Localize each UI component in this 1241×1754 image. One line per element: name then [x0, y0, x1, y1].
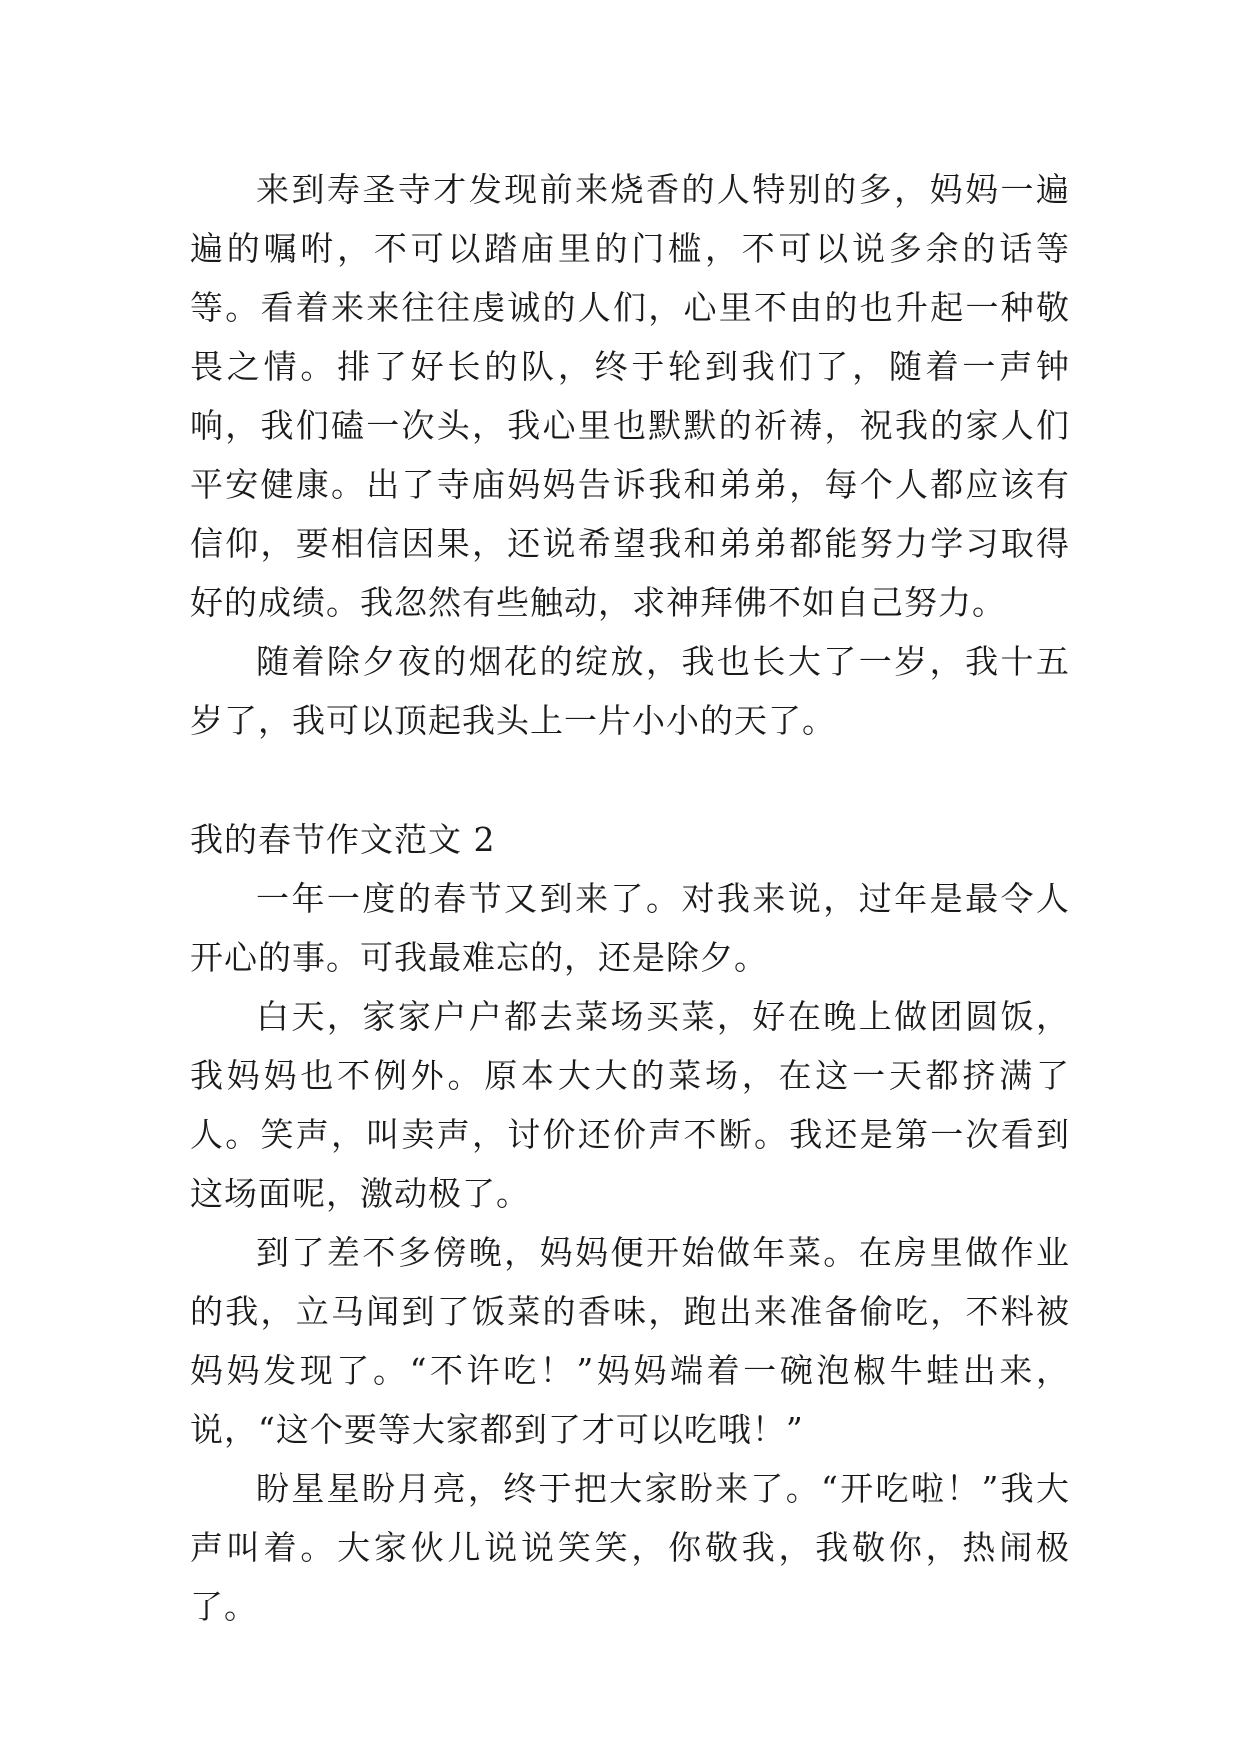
paragraph-spring-festival-intro: 一年一度的春节又到来了。对我来说，过年是最令人开心的事。可我最难忘的，还是除夕。: [190, 879, 1070, 977]
paragraph-family-dinner: 盼星星盼月亮，终于把大家盼来了。“开吃啦！”我大声叫着。大家伙儿说说笑笑，你敬我，我敬你，热闹极了。: [190, 1469, 1070, 1626]
section-title: 我的春节作文范文 2: [190, 820, 496, 859]
paragraph-new-year-fireworks: 随着除夕夜的烟花的绽放，我也长大了一岁，我十五岁了，我可以顶起我头上一片小小的天了。: [190, 642, 1070, 740]
paragraph-market-shopping: 白天，家家户户都去菜场买菜，好在晚上做团圆饭，我妈妈也不例外。原本大大的菜场，在这一天都挤满了人。笑声，叫卖声，讨价还价声不断。我还是第一次看到这场面呢，激动极了。: [190, 997, 1070, 1213]
paragraph-evening-cooking: 到了差不多傍晚，妈妈便开始做年菜。在房里做作业的我，立马闻到了饭菜的香味，跑出来准备偷吃，不料被妈妈发现了。“不许吃！”妈妈端着一碗泡椒牛蛙出来，说，“这个要等大家都到了才可以吃哦！”: [190, 1233, 1070, 1449]
paragraph-temple-visit: 来到寿圣寺才发现前来烧香的人特别的多，妈妈一遍遍的嘱咐，不可以踏庙里的门槛，不可以说多余的话等等。看着来来往往虔诚的人们，心里不由的也升起一种敬畏之情。排了好长的队，终于轮到我们了，随着一声钟响，我们磕一次头，我心里也默默的祈祷，祝我的家人们平安健康。出了寺庙妈妈告诉我和弟弟，每个人都应该有信仰，要相信因果，还说希望我和弟弟都能努力学习取得好的成绩。我忽然有些触动，求神拜佛不如自己努力。: [190, 170, 1070, 622]
document-page: [190, 160, 1070, 1636]
